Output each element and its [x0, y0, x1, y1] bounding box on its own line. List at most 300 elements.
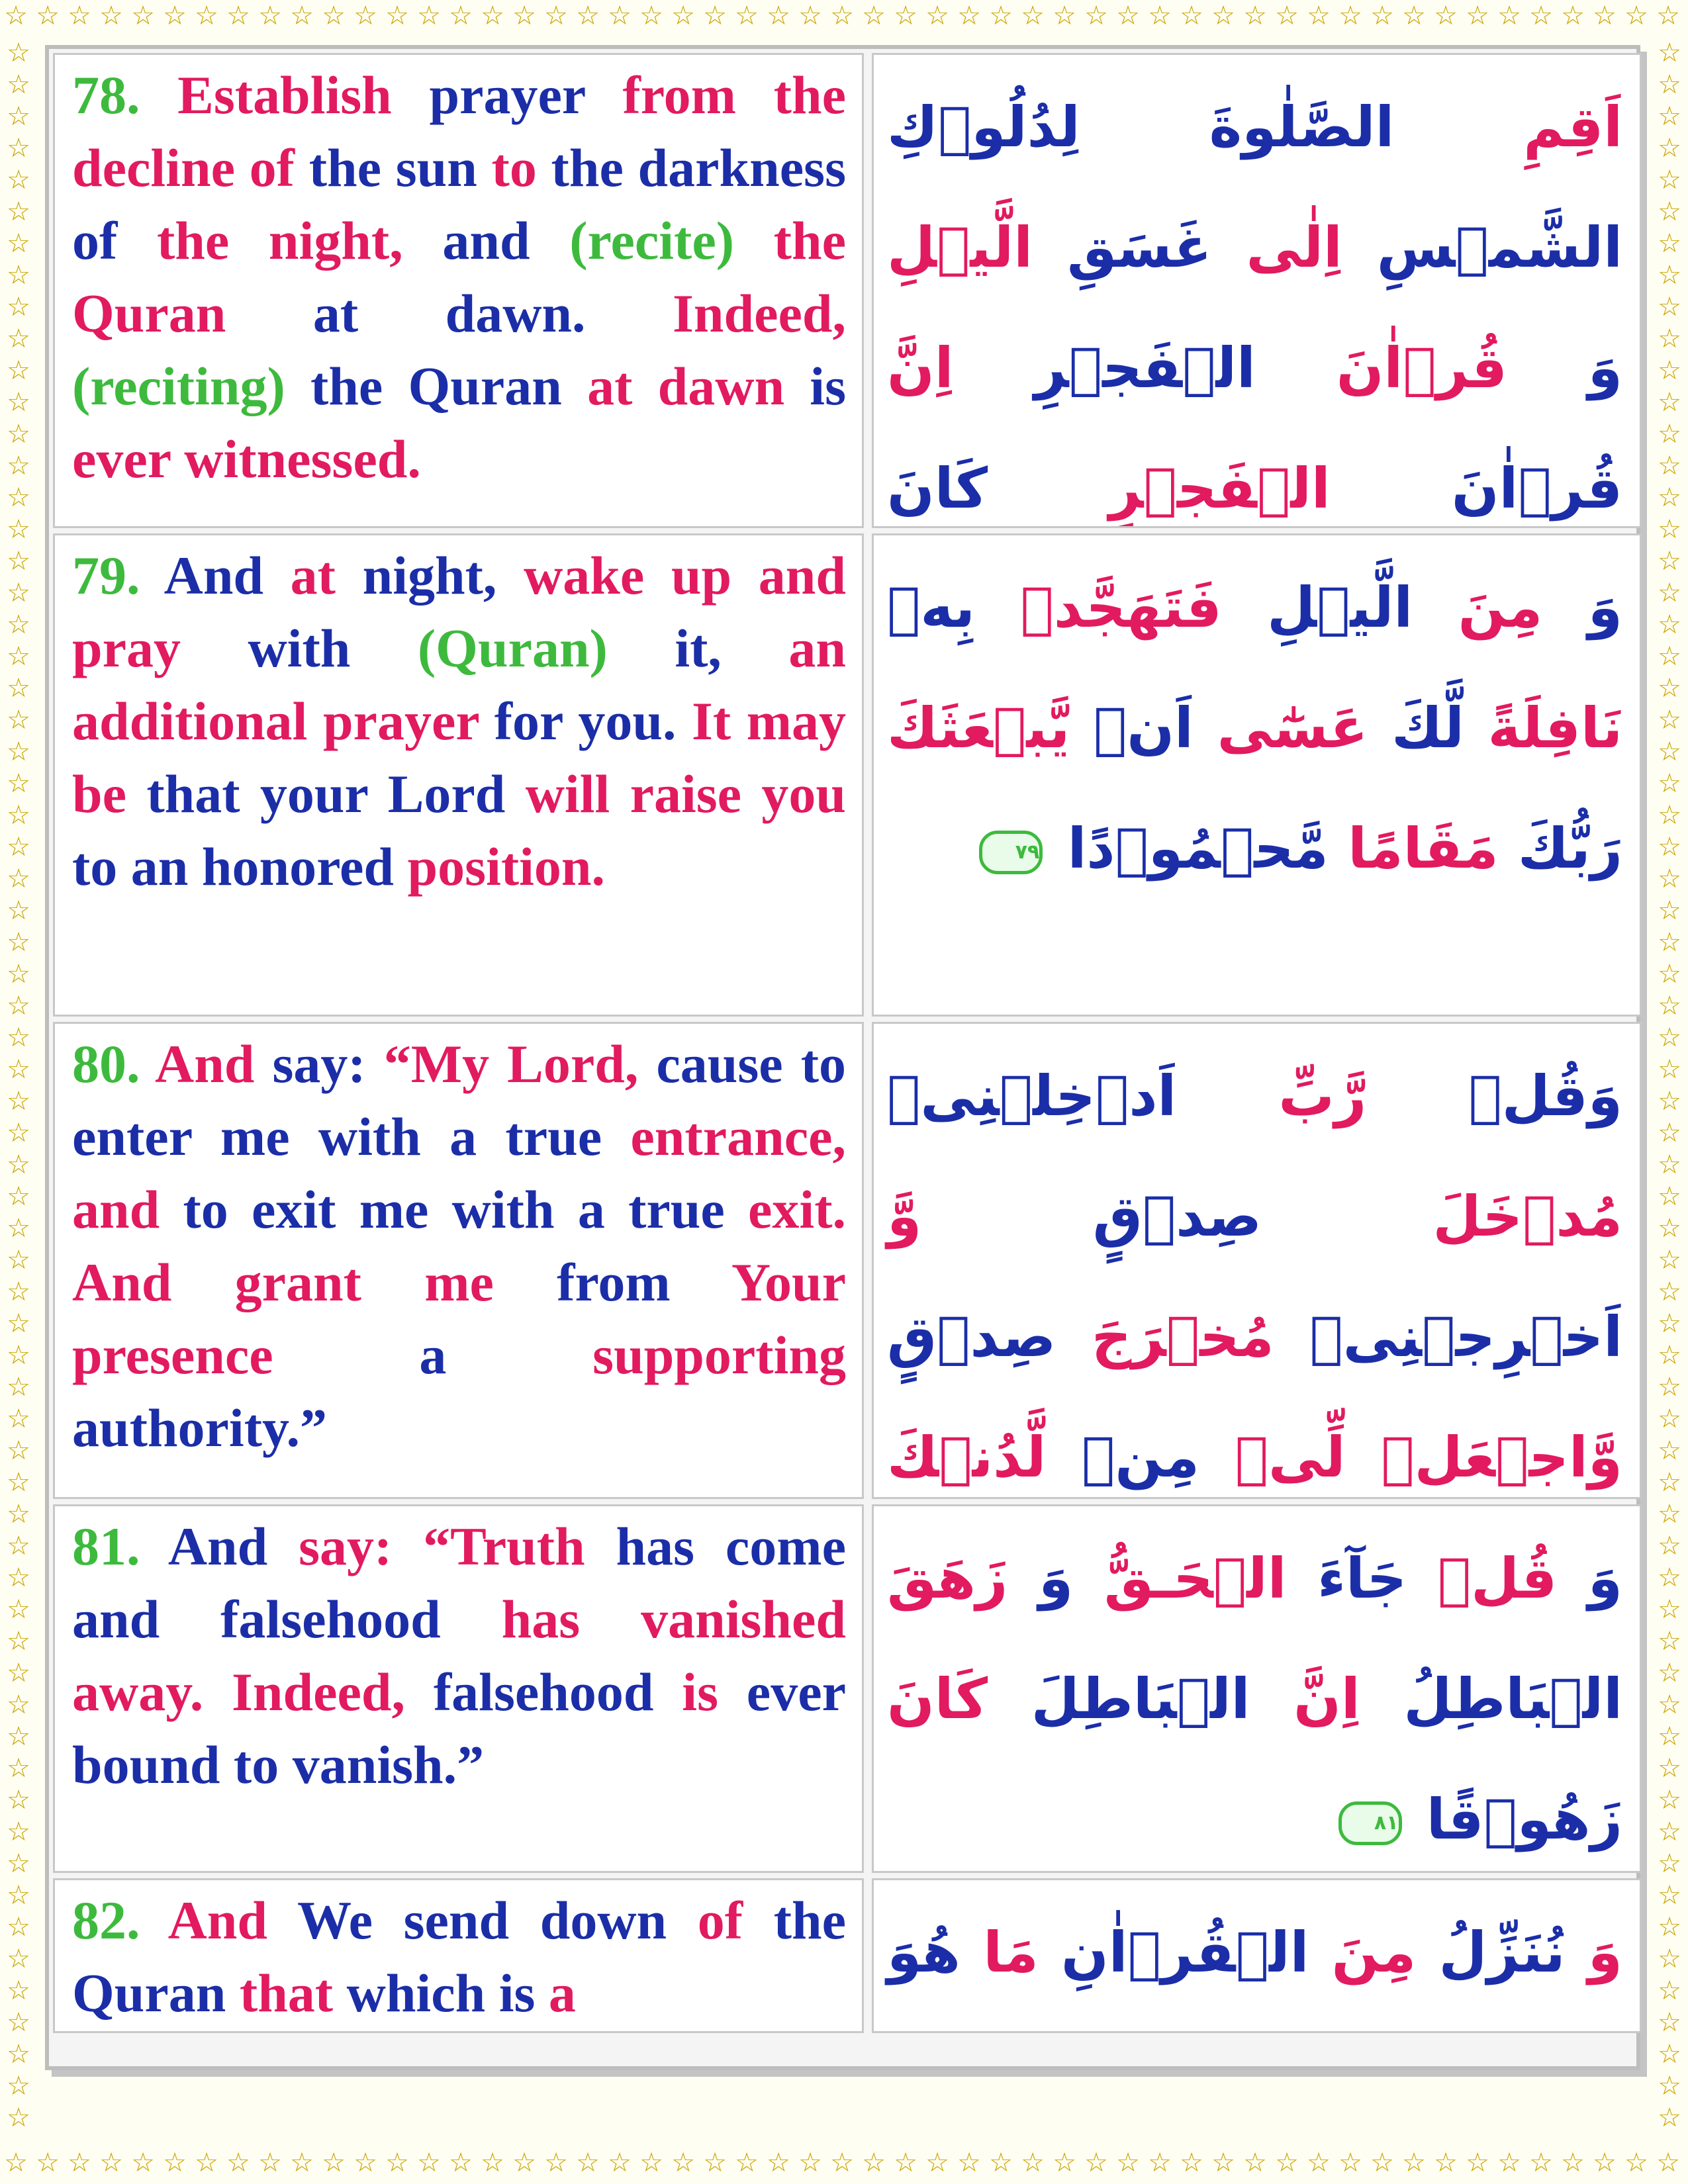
star-icon: ☆	[385, 1, 409, 31]
star-icon: ☆	[1658, 1721, 1681, 1752]
english-word-run: exit. And grant me	[72, 1179, 847, 1312]
arabic-word-run: الۡفَجۡرِ	[1034, 336, 1336, 400]
arabic-word-run: الۡبَاطِلَ	[1031, 1666, 1294, 1731]
star-icon: ☆	[1116, 1, 1140, 31]
star-icon: ☆	[1497, 1, 1521, 31]
star-icon: ☆	[1084, 1, 1108, 31]
star-icon: ☆	[7, 101, 30, 132]
english-word-run: say:	[267, 1516, 393, 1576]
arabic-word-run: الۡقُرۡاٰنِ	[1061, 1920, 1332, 1985]
english-word-run: an additional prayer	[72, 618, 846, 751]
arabic-word-run: كَانَ	[887, 456, 1109, 521]
english-word-run: a	[535, 1963, 576, 2023]
star-icon: ☆	[830, 1, 854, 31]
english-word-run: Establish	[140, 65, 392, 125]
verse-row-78	[53, 53, 1642, 528]
arabic-word-run: زَهُوۡقًا	[1426, 1787, 1622, 1852]
star-icon: ☆	[1658, 133, 1681, 163]
star-icon: ☆	[1658, 641, 1681, 672]
star-icon: ☆	[258, 1, 282, 31]
star-border-bottom	[0, 2147, 1688, 2184]
arabic-word-run: مِنَ	[1331, 1920, 1439, 1985]
star-icon: ☆	[449, 1, 473, 31]
star-icon: ☆	[7, 69, 30, 100]
english-word-run: which is	[333, 1963, 536, 2023]
star-icon: ☆	[7, 737, 30, 767]
star-icon: ☆	[7, 959, 30, 989]
star-icon: ☆	[1658, 927, 1681, 958]
english-word-run: ever witnessed.	[72, 429, 421, 489]
star-icon: ☆	[7, 927, 30, 958]
star-icon: ☆	[1658, 737, 1681, 767]
star-icon: ☆	[1402, 2148, 1426, 2178]
english-word-run: prayer	[391, 65, 585, 125]
star-icon: ☆	[830, 2148, 854, 2178]
star-icon: ☆	[7, 2071, 30, 2101]
arabic-text-cell	[872, 53, 1642, 528]
star-icon: ☆	[1658, 1308, 1681, 1339]
star-icon: ☆	[7, 768, 30, 799]
star-icon: ☆	[1658, 768, 1681, 799]
star-icon: ☆	[1658, 1277, 1681, 1307]
star-icon: ☆	[290, 2148, 314, 2178]
star-icon: ☆	[1529, 1, 1553, 31]
star-icon: ☆	[4, 1, 28, 31]
star-icon: ☆	[1658, 355, 1681, 386]
star-icon: ☆	[1658, 1340, 1681, 1371]
star-icon: ☆	[7, 1721, 30, 1752]
star-icon: ☆	[7, 228, 30, 259]
star-icon: ☆	[7, 1435, 30, 1466]
star-icon: ☆	[1658, 451, 1681, 481]
star-icon: ☆	[7, 1499, 30, 1529]
star-icon: ☆	[385, 2148, 409, 2178]
star-icon: ☆	[862, 2148, 886, 2178]
star-icon: ☆	[1402, 1, 1426, 31]
star-icon: ☆	[1180, 1, 1203, 31]
english-word-run: “Truth	[392, 1516, 585, 1576]
english-word-run: the darkness of	[72, 138, 846, 271]
star-icon: ☆	[7, 165, 30, 195]
english-text	[72, 1028, 846, 1465]
star-icon: ☆	[7, 1245, 30, 1275]
star-icon: ☆	[7, 800, 30, 831]
arabic-word-run: قُلۡ	[1437, 1546, 1588, 1611]
star-icon: ☆	[1338, 1, 1362, 31]
star-icon: ☆	[1658, 832, 1681, 862]
star-icon: ☆	[1658, 1245, 1681, 1275]
star-icon: ☆	[7, 387, 30, 418]
star-icon: ☆	[798, 2148, 822, 2178]
star-icon: ☆	[7, 2039, 30, 2070]
arabic-word-run: زَهَقَ	[887, 1546, 1039, 1611]
star-icon: ☆	[131, 1, 155, 31]
star-icon: ☆	[7, 832, 30, 862]
star-icon: ☆	[957, 2148, 981, 2178]
star-icon: ☆	[1658, 197, 1681, 227]
star-icon: ☆	[925, 2148, 949, 2178]
english-word-run: say:	[254, 1034, 366, 1094]
star-icon: ☆	[1658, 1499, 1681, 1529]
english-word-run: And	[140, 1890, 268, 1950]
arabic-word-run: نَافِلَةً	[1487, 696, 1622, 760]
english-word-run: the night,	[117, 210, 403, 271]
star-icon: ☆	[1658, 101, 1681, 132]
star-icon: ☆	[7, 1912, 30, 1942]
star-icon: ☆	[1116, 2148, 1140, 2178]
star-icon: ☆	[1561, 1, 1585, 31]
star-icon: ☆	[7, 514, 30, 545]
star-icon: ☆	[4, 2148, 28, 2178]
arabic-word-run: الصَّلٰوةَ لِدُلُوۡكِ الشَّمۡسِ	[887, 95, 1622, 280]
star-icon: ☆	[1658, 1880, 1681, 1911]
english-word-run: It may be	[72, 691, 846, 824]
star-icon: ☆	[226, 2148, 250, 2178]
arabic-word-run: غَسَقِ	[1066, 215, 1246, 280]
arabic-text	[887, 547, 1622, 909]
english-word-run: entrance, and	[72, 1107, 846, 1240]
star-icon: ☆	[1658, 1118, 1681, 1148]
star-icon: ☆	[989, 2148, 1013, 2178]
arabic-word-run: وَقُلۡ	[1468, 1064, 1622, 1128]
verse-number: 78.	[72, 65, 140, 125]
star-icon: ☆	[1307, 1, 1331, 31]
star-icon: ☆	[7, 1563, 30, 1593]
english-word-run: And	[140, 1034, 255, 1094]
english-word-run: of	[667, 1890, 743, 1950]
english-word-run: And	[140, 545, 264, 606]
english-word-run: position.	[394, 837, 606, 897]
arabic-word-run: اِنَّ	[1293, 1666, 1404, 1731]
star-icon: ☆	[353, 1, 377, 31]
star-icon: ☆	[512, 1, 536, 31]
star-icon: ☆	[1658, 673, 1681, 704]
english-word-run: (recite)	[530, 210, 735, 271]
english-translation-cell	[53, 53, 864, 528]
star-icon: ☆	[7, 1086, 30, 1116]
arabic-word-run: مِنَ	[1458, 575, 1588, 640]
english-word-run: the Quran	[72, 210, 846, 343]
arabic-word-run: اِنَّ	[887, 336, 1035, 400]
arabic-word-run: صِدۡقٍ	[887, 1304, 1092, 1369]
star-icon: ☆	[7, 895, 30, 926]
arabic-text	[887, 1518, 1622, 1873]
arabic-word-run: اَخۡرِجۡنِىۡ	[1309, 1304, 1622, 1369]
star-icon: ☆	[1658, 2039, 1681, 2070]
star-icon: ☆	[1658, 1944, 1681, 1974]
english-translation-cell	[53, 1022, 864, 1499]
star-icon: ☆	[7, 1277, 30, 1307]
english-text	[72, 1884, 846, 2030]
arabic-text-cell	[872, 533, 1642, 1017]
verse-number: 79.	[72, 545, 140, 606]
english-word-run: with	[181, 618, 351, 678]
english-word-run: (Quran)	[350, 618, 608, 678]
arabic-word-run: كَانَ	[887, 1666, 1031, 1731]
english-word-run: We send down	[267, 1890, 667, 1950]
star-icon: ☆	[1658, 1213, 1681, 1244]
star-icon: ☆	[7, 1404, 30, 1434]
star-icon: ☆	[1658, 1626, 1681, 1657]
star-icon: ☆	[258, 2148, 282, 2178]
arabic-word-run: بِهٖ	[887, 575, 1021, 640]
english-word-run: that	[226, 1963, 334, 2023]
arabic-word-run: رَّبِّ	[1278, 1064, 1469, 1128]
star-icon: ☆	[1658, 1150, 1681, 1180]
arabic-word-run: لِّىۡ	[1235, 1425, 1382, 1490]
star-icon: ☆	[7, 355, 30, 386]
star-icon: ☆	[989, 1, 1013, 31]
english-word-run: falsehood	[405, 1662, 654, 1722]
arabic-word-run: وَ	[1587, 1920, 1623, 1985]
star-icon: ☆	[1658, 2071, 1681, 2101]
english-word-run: (reciting)	[72, 356, 285, 416]
english-word-run: has vanished away. Indeed,	[72, 1589, 846, 1722]
star-icon: ☆	[1243, 2148, 1267, 2178]
star-icon: ☆	[1658, 705, 1681, 735]
star-icon: ☆	[7, 1118, 30, 1148]
english-text	[72, 1510, 846, 1801]
english-word-run: cause to enter me with a true	[72, 1034, 847, 1167]
star-icon: ☆	[1658, 419, 1681, 449]
star-icon: ☆	[1658, 1435, 1681, 1466]
star-icon: ☆	[1021, 1, 1045, 31]
arabic-word-run: يَّبۡعَثَكَ	[887, 696, 1094, 760]
star-icon: ☆	[1658, 864, 1681, 894]
star-icon: ☆	[1561, 2148, 1585, 2178]
arabic-word-run: قُرۡاٰنَ	[1451, 456, 1622, 521]
star-icon: ☆	[735, 1, 759, 31]
star-icon: ☆	[608, 1, 632, 31]
star-icon: ☆	[1658, 546, 1681, 576]
star-icon: ☆	[1658, 38, 1681, 68]
star-icon: ☆	[544, 2148, 568, 2178]
arabic-word-run: جَآءَ	[1317, 1546, 1438, 1611]
star-icon: ☆	[1658, 1690, 1681, 1720]
arabic-word-run: الۡفَجۡرِ	[1109, 456, 1452, 521]
star-icon: ☆	[1658, 1023, 1681, 1053]
arabic-text-cell	[872, 1878, 1642, 2033]
star-icon: ☆	[1497, 2148, 1521, 2178]
star-icon: ☆	[7, 1976, 30, 2006]
star-icon: ☆	[163, 2148, 187, 2178]
verse-number: 80.	[72, 1034, 140, 1094]
arabic-word-run: صِدۡقٍ	[1092, 1184, 1433, 1249]
star-icon: ☆	[195, 1, 218, 31]
star-icon: ☆	[1658, 1531, 1681, 1561]
star-icon: ☆	[1658, 1753, 1681, 1784]
star-icon: ☆	[1211, 2148, 1235, 2178]
english-word-run: at dawn.	[226, 283, 586, 343]
star-icon: ☆	[1658, 578, 1681, 608]
star-icon: ☆	[1658, 1976, 1681, 2006]
star-icon: ☆	[1658, 959, 1681, 989]
star-icon: ☆	[703, 2148, 727, 2178]
star-icon: ☆	[1658, 387, 1681, 418]
star-icon: ☆	[226, 1, 250, 31]
star-icon: ☆	[7, 641, 30, 672]
star-icon: ☆	[7, 1785, 30, 1815]
verse-end-marker: ٨١	[1338, 1801, 1402, 1845]
star-icon: ☆	[1434, 2148, 1458, 2178]
star-icon: ☆	[671, 1, 695, 31]
star-icon: ☆	[7, 1308, 30, 1339]
star-icon: ☆	[1658, 1594, 1681, 1625]
verse-table	[53, 53, 1642, 2065]
star-icon: ☆	[1658, 610, 1681, 640]
star-icon: ☆	[7, 1372, 30, 1402]
english-word-run: night,	[336, 545, 497, 606]
star-icon: ☆	[1658, 292, 1681, 322]
star-icon: ☆	[7, 1150, 30, 1180]
arabic-word-run: الَّيۡلِ	[1267, 575, 1458, 640]
star-icon: ☆	[1529, 2148, 1553, 2178]
star-icon: ☆	[7, 1594, 30, 1625]
star-icon: ☆	[131, 2148, 155, 2178]
english-word-run: at	[263, 545, 336, 606]
star-icon: ☆	[1624, 1, 1648, 31]
star-icon: ☆	[7, 482, 30, 513]
star-icon: ☆	[7, 610, 30, 640]
arabic-word-run: اِلٰى	[1246, 215, 1377, 280]
star-icon: ☆	[7, 1626, 30, 1657]
star-icon: ☆	[7, 1848, 30, 1879]
star-icon: ☆	[1211, 1, 1235, 31]
english-word-run: to an honored	[72, 837, 395, 897]
arabic-word-run: عَسٰٓى	[1217, 696, 1392, 760]
star-icon: ☆	[1658, 1785, 1681, 1815]
star-icon: ☆	[512, 2148, 536, 2178]
star-icon: ☆	[1658, 895, 1681, 926]
star-icon: ☆	[1658, 1848, 1681, 1879]
star-icon: ☆	[7, 1658, 30, 1688]
english-word-run: Your presence	[72, 1252, 846, 1385]
arabic-word-run: مُخۡرَجَ	[1091, 1304, 1310, 1369]
arabic-word-run: مِنۡ	[1081, 1425, 1235, 1490]
english-word-run: for you.	[479, 691, 677, 751]
star-icon: ☆	[1021, 2148, 1045, 2178]
star-icon: ☆	[1658, 324, 1681, 354]
star-icon: ☆	[1624, 2148, 1648, 2178]
star-icon: ☆	[7, 578, 30, 608]
english-word-run: has come and falsehood	[72, 1516, 846, 1649]
english-word-run: from the decline of	[72, 65, 846, 198]
arabic-text	[887, 67, 1622, 528]
arabic-word-run: اَدۡخِلۡنِىۡ	[887, 1064, 1279, 1128]
arabic-word-run: هُوَ	[887, 1920, 984, 1985]
english-word-run: “My Lord,	[365, 1034, 639, 1094]
english-word-run: that your Lord	[126, 764, 506, 824]
star-icon: ☆	[1307, 2148, 1331, 2178]
star-icon: ☆	[1180, 2148, 1203, 2178]
star-icon: ☆	[1053, 1, 1076, 31]
star-icon: ☆	[481, 2148, 504, 2178]
star-icon: ☆	[7, 546, 30, 576]
star-icon: ☆	[68, 2148, 91, 2178]
star-icon: ☆	[68, 1, 91, 31]
star-icon: ☆	[7, 1213, 30, 1244]
star-icon: ☆	[1658, 1817, 1681, 1847]
star-icon: ☆	[163, 1, 187, 31]
star-icon: ☆	[925, 1, 949, 31]
arabic-word-run: الَّيۡلِ	[887, 215, 1067, 280]
star-icon: ☆	[735, 2148, 759, 2178]
star-icon: ☆	[1084, 2148, 1108, 2178]
star-icon: ☆	[1658, 800, 1681, 831]
arabic-word-run: نُنَزِّلُ	[1438, 1920, 1588, 1985]
star-icon: ☆	[1243, 1, 1267, 31]
arabic-word-run: قُرۡاٰنَ	[1336, 336, 1588, 400]
star-icon: ☆	[1656, 2148, 1680, 2178]
verse-row-79	[53, 533, 1642, 1017]
english-word-run: at dawn	[561, 356, 785, 416]
star-icon: ☆	[957, 1, 981, 31]
verse-row-80	[53, 1022, 1642, 1499]
star-border-left	[0, 37, 37, 2147]
star-icon: ☆	[1466, 2148, 1489, 2178]
english-word-run: ever bound to vanish.”	[72, 1662, 846, 1795]
star-icon: ☆	[36, 2148, 60, 2178]
english-word-run: wake up and pray	[72, 545, 846, 678]
star-icon: ☆	[1658, 2103, 1681, 2133]
english-word-run: the Quran	[72, 1890, 847, 2023]
star-icon: ☆	[7, 292, 30, 322]
star-icon: ☆	[7, 260, 30, 291]
star-border-right	[1651, 37, 1688, 2147]
english-word-run: is	[784, 356, 846, 416]
star-icon: ☆	[1593, 2148, 1617, 2178]
arabic-word-run: رَبُّكَ	[1517, 816, 1622, 881]
star-icon: ☆	[1658, 260, 1681, 291]
star-icon: ☆	[1053, 2148, 1076, 2178]
star-icon: ☆	[1466, 1, 1489, 31]
arabic-text-cell	[872, 1504, 1642, 1873]
star-icon: ☆	[1658, 1658, 1681, 1688]
star-icon: ☆	[544, 1, 568, 31]
star-icon: ☆	[322, 1, 346, 31]
english-word-run: supporting	[446, 1325, 846, 1385]
star-icon: ☆	[1658, 514, 1681, 545]
star-icon: ☆	[99, 2148, 123, 2178]
english-word-run: it,	[607, 618, 722, 678]
star-icon: ☆	[7, 2007, 30, 2038]
english-word-run: Indeed,	[585, 283, 846, 343]
star-icon: ☆	[417, 1, 441, 31]
english-text	[72, 59, 846, 496]
arabic-text	[887, 1892, 1622, 2033]
star-icon: ☆	[1658, 991, 1681, 1021]
star-icon: ☆	[1658, 1467, 1681, 1498]
arabic-word-run: لَّدُنۡكَ	[887, 1425, 1082, 1490]
english-word-run: And	[140, 1516, 268, 1576]
star-icon: ☆	[767, 2148, 790, 2178]
star-icon: ☆	[7, 673, 30, 704]
star-icon: ☆	[7, 197, 30, 227]
star-icon: ☆	[1658, 228, 1681, 259]
english-translation-cell	[53, 1504, 864, 1873]
star-icon: ☆	[1370, 1, 1394, 31]
star-icon: ☆	[1658, 1372, 1681, 1402]
arabic-word-run: وَ	[1587, 336, 1622, 400]
arabic-word-run: لَّكَ	[1391, 696, 1488, 760]
star-icon: ☆	[1338, 2148, 1362, 2178]
star-icon: ☆	[703, 1, 727, 31]
star-icon: ☆	[322, 2148, 346, 2178]
arabic-word-run: مَقَامًا	[1348, 816, 1518, 881]
star-icon: ☆	[7, 1340, 30, 1371]
star-icon: ☆	[1148, 2148, 1172, 2178]
english-word-run: a	[273, 1325, 447, 1385]
